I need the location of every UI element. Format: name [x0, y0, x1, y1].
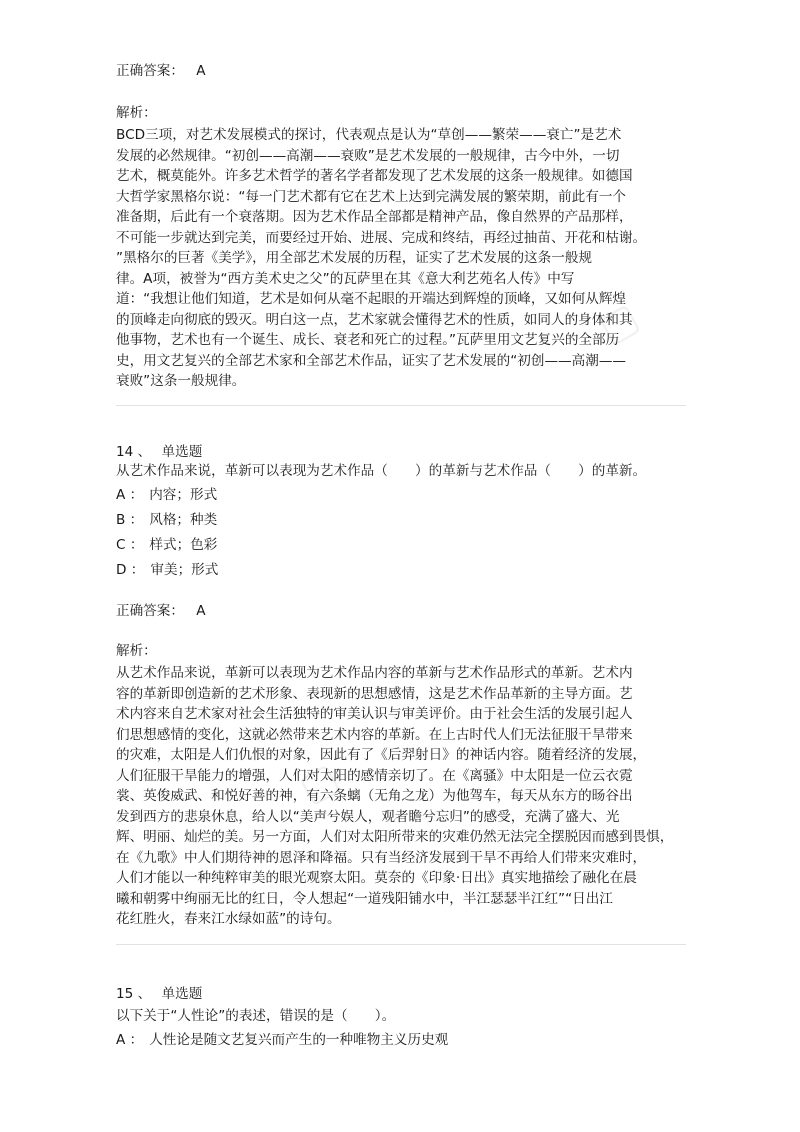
- option-text: 审美；形式: [150, 562, 219, 578]
- analysis-line: 大哲学家黑格尔说：“每一门艺术都有它在艺术上达到完满发展的繁荣期，前此有一个: [116, 188, 627, 205]
- analysis-line: 人们征服干旱能力的增强，人们对太阳的感情亲切了。在《离骚》中太阳是一位云衣霓: [116, 767, 633, 784]
- q13-analysis-label: 解析：: [116, 105, 157, 121]
- question-type: 单选题: [161, 986, 203, 1002]
- option-text: 样式；色彩: [149, 537, 218, 553]
- analysis-line: 从艺术作品来说，革新可以表现为艺术作品内容的革新与艺术作品形式的革新。艺术内: [116, 665, 633, 681]
- analysis-line: 律。A项，被誉为“西方美术史之父”的瓦萨里在其《意大利艺苑名人传》中写: [116, 270, 575, 287]
- option-text: 风格；种类: [149, 512, 218, 528]
- watermark-mark: ▢: [291, 753, 347, 813]
- q13-analysis-text: [116, 125, 686, 392]
- q14-analysis-text: [116, 663, 686, 930]
- option-text: 内容；形式: [149, 487, 218, 503]
- option-a[interactable]: [116, 1030, 448, 1050]
- option-label: B ：: [116, 512, 144, 528]
- analysis-line: 衰败”这条一般规律。: [116, 373, 246, 389]
- q14-header: [116, 442, 202, 463]
- question-number: 15 、: [116, 986, 152, 1002]
- analysis-line: BCD三项，对艺术发展模式的探讨，代表观点是认为“草创——繁荣——衰亡”是艺术: [116, 127, 622, 143]
- analysis-line: 辉、明丽、灿烂的美。另一方面，人们对太阳所带来的灾难仍然无法完全摆脱因而感到畏惧，: [116, 829, 674, 845]
- answer-value: A: [196, 63, 206, 79]
- analysis-line: 他事物，艺术也有一个诞生、成长、衰老和死亡的过程。”瓦萨里用文艺复兴的全部历: [116, 332, 620, 348]
- analysis-line: 人们才能以一种纯粹审美的眼光观察太阳。莫奈的《印象·日出》真实地描绘了融化在晨: [116, 870, 637, 886]
- answer-label: 正确答案：: [116, 603, 184, 619]
- option-label: A ：: [116, 1032, 144, 1048]
- analysis-line: 的灾难，太阳是人们仇恨的对象，因此有了《后羿射日》的神话内容。随着经济的发展，: [116, 747, 647, 763]
- analysis-line: 准备期，后此有一个衰落期。因为艺术作品全部都是精神产品，像自然界的产品那样，: [116, 209, 633, 225]
- q14-answer: [116, 601, 206, 622]
- option-a[interactable]: [116, 485, 217, 505]
- q14-analysis-label: 解析：: [116, 643, 157, 659]
- question-type: 单选题: [161, 444, 203, 460]
- option-label: D ：: [116, 562, 145, 578]
- option-label: C ：: [116, 537, 144, 553]
- q13-answer: [116, 61, 206, 82]
- q15-header: [116, 984, 202, 1005]
- option-label: A ：: [116, 487, 144, 503]
- option-text: 人性论是随文艺复兴而产生的一种唯物主义历史观: [149, 1032, 449, 1048]
- option-d[interactable]: [116, 560, 218, 580]
- option-b[interactable]: [116, 510, 217, 530]
- analysis-line: ”黑格尔的巨著《美学》，用全部艺术发展的历程，证实了艺术发展的这条一般规: [116, 250, 593, 266]
- answer-value: A: [196, 603, 206, 619]
- analysis-line: 在《九歌》中人们期待神的恩泽和降福。只有当经济发展到干旱不再给人们带来灾难时，: [116, 849, 647, 866]
- analysis-line: 花红胜火，春来江水绿如蓝”的诗句。: [116, 911, 341, 927]
- analysis-line: 不可能一步就达到完美，而要经过开始、进展、完成和终结，再经过抽苗、开花和枯谢。: [116, 229, 647, 246]
- analysis-line: 道：“我想让他们知道，艺术是如何从毫不起眼的开端达到辉煌的顶峰，又如何从辉煌: [116, 291, 627, 307]
- question-separator: [116, 944, 686, 945]
- watermark-mark: ▢: [591, 293, 647, 353]
- q14-stem: 从艺术作品来说，革新可以表现为艺术作品（ ）的革新与艺术作品（ ）的革新。: [116, 463, 647, 479]
- question-separator: [116, 405, 686, 406]
- question-number: 14 、: [116, 444, 152, 460]
- analysis-line: 曦和朝雾中绚丽无比的红日，令人想起“一道残阳铺水中，半江瑟瑟半江红”“日出江: [116, 890, 613, 907]
- analysis-line: 们思想感情的变化，这就必然带来艺术内容的革新。在上古时代人们无法征服干旱带来: [116, 726, 633, 743]
- analysis-line: 发到西方的悲泉休息，给人以“美声兮娱人，观者瞻兮忘归”的感受，充满了盛大、光: [116, 808, 620, 825]
- analysis-line: 艺术，概莫能外。许多艺术哲学的著名学者都发现了艺术发展的这条一般规律。如德国: [116, 168, 633, 184]
- analysis-line: 发展的必然规律。“初创——高潮——衰败”是艺术发展的一般规律，古今中外，一切: [116, 147, 620, 164]
- answer-label: 正确答案：: [116, 63, 184, 79]
- analysis-line: 术内容来自艺术家对社会生活独特的审美认识与审美评价。由于社会生活的发展引起人: [116, 706, 633, 722]
- option-c[interactable]: [116, 535, 217, 555]
- analysis-line: 容的革新即创造新的艺术形象、表现新的思想感情，这是艺术作品革新的主导方面。艺: [116, 685, 633, 702]
- analysis-line: 史，用文艺复兴的全部艺术家和全部艺术作品，证实了艺术发展的“初创——高潮——: [116, 352, 627, 369]
- q15-stem: 以下关于“人性论”的表述，错误的是（ ）。: [116, 1008, 396, 1024]
- analysis-line: 的顶峰走向彻底的毁灭。明白这一点，艺术家就会懂得艺术的性质，如同人的身体和其: [116, 311, 633, 328]
- analysis-line: 裳、英俊威武、和悦好善的神，有六条螭（无角之龙）为他驾车，每天从东方的旸谷出: [116, 788, 633, 804]
